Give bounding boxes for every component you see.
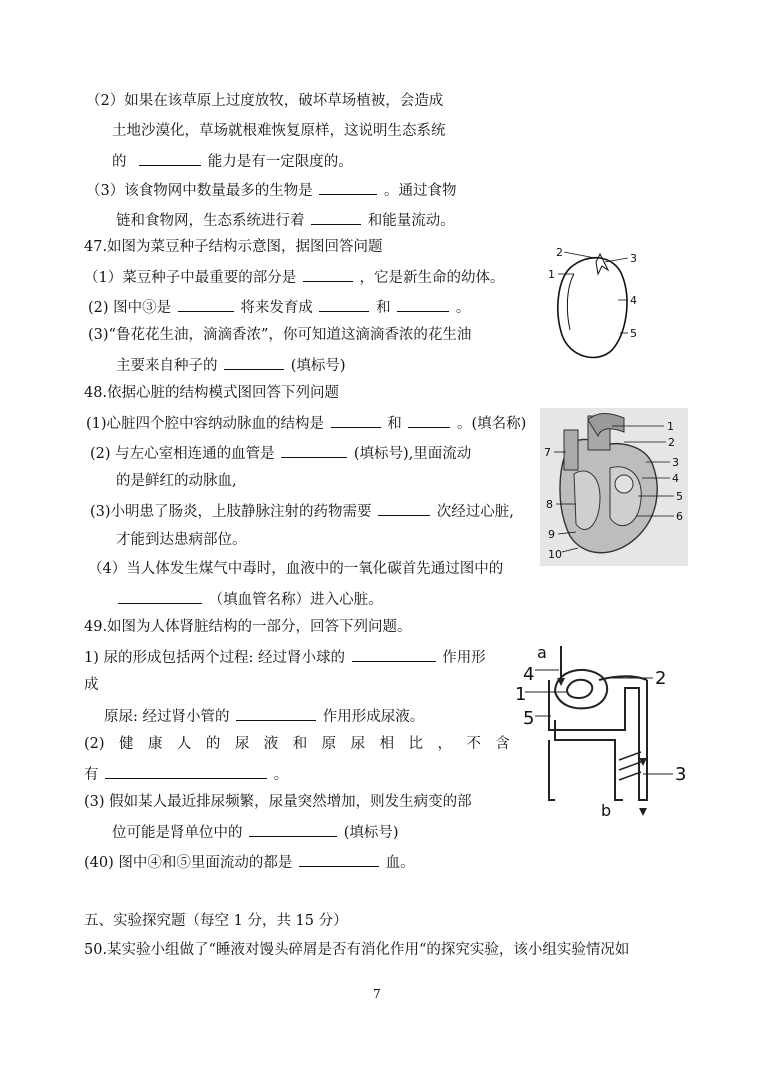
q47-s1-text-a: （1）菜豆种子中最重要的部分是 — [84, 270, 297, 286]
q46-p2-text-b: 能力是有一定限度的。 — [207, 154, 353, 170]
q49-s1c: 成 — [84, 677, 99, 693]
q49-s2-char: 和 — [292, 736, 308, 752]
heart-label-5: 5 — [676, 490, 683, 503]
q48-s3-text-b: 次经过心脏, — [436, 504, 514, 520]
q48-s3 — [90, 501, 514, 521]
answer-blank[interactable] — [236, 706, 316, 721]
answer-blank[interactable] — [311, 210, 361, 225]
q46-p3-line1 — [86, 180, 456, 200]
heart-label-1: 1 — [667, 420, 674, 433]
q48-s2 — [90, 443, 471, 463]
q46-p2-line1: （2）如果在该草原上过度放牧，破坏草场植被，会造成 — [86, 93, 444, 109]
q49-s3b-text-b: (填标号) — [343, 825, 399, 841]
answer-blank[interactable] — [319, 180, 377, 195]
q47-s2-text-c: 和 — [376, 300, 391, 316]
q48-s2-text-b: (填标号),里面流动 — [353, 446, 472, 462]
answer-blank[interactable] — [331, 413, 381, 428]
q48-s1 — [86, 413, 526, 433]
q46-p3-text-a: （3）该食物网中数量最多的生物是 — [86, 183, 313, 199]
q49-s1d-text-a: 原尿: 经过肾小管的 — [104, 709, 230, 725]
glomerulus-capsule — [555, 670, 607, 708]
q48-s4: （4）当人体发生煤气中毒时，血液中的一氧化碳首先通过图中的 — [88, 561, 504, 577]
answer-blank[interactable] — [397, 297, 449, 312]
answer-blank[interactable] — [281, 443, 347, 458]
seed-label-5: 5 — [630, 327, 637, 340]
q47-s2 — [88, 297, 470, 317]
nephron-label-2: 2 — [655, 668, 667, 689]
q49-s2-char: 比 — [408, 736, 424, 752]
q49-s1d — [104, 706, 424, 726]
bean-seed-figure — [540, 240, 650, 370]
q49-s2-char: 尿 — [350, 736, 366, 752]
q50-text: 50.某实验小组做了“睡液对馒头碎屑是否有消化作用“的探究实验，该小组实验情况如 — [84, 942, 630, 958]
answer-blank[interactable] — [299, 852, 379, 867]
q48-s2-text-a: (2) 与左心室相连通的血管是 — [90, 446, 275, 462]
heart-label-4: 4 — [672, 472, 679, 485]
q48-s3-text-a: (3)小明患了肠炎，上肢静脉注射的药物需要 — [90, 504, 372, 520]
q49-s2-char: 含 — [495, 736, 510, 752]
seed-label-1: 1 — [548, 268, 555, 281]
q47-s1-text-b: ，它是新生命的幼体。 — [359, 270, 505, 286]
q47-s2-text-d: 。 — [455, 300, 471, 316]
q49-s2-char: (2) — [84, 736, 105, 752]
q49-s4 — [84, 852, 415, 872]
nephron-label-b: b — [601, 801, 612, 820]
seed-label-3: 3 — [630, 252, 637, 265]
q46-p3-line2 — [116, 210, 455, 230]
seed-label-2: 2 — [556, 246, 563, 259]
seed-label-4: 4 — [630, 294, 637, 307]
answer-blank[interactable] — [352, 647, 436, 662]
q47-s2-text-b: 将来发育成 — [240, 300, 313, 316]
q48-title: 48.依据心脏的结构模式图回答下列问题 — [84, 385, 340, 401]
lower-tubule — [549, 740, 555, 800]
q49-s3b — [112, 822, 399, 842]
q48-s1-text-c: 。(填名称) — [456, 416, 527, 432]
seed-outline — [558, 258, 627, 358]
nephron-label-1: 1 — [515, 684, 527, 705]
answer-blank[interactable] — [319, 297, 369, 312]
q46-p2-line2: 土地沙漠化，草场就根难恢复原样，这说明生态系统 — [112, 123, 446, 139]
q46-p2-line3 — [112, 151, 353, 171]
nephron-label-3: 3 — [675, 764, 687, 785]
nephron-label-a: a — [537, 643, 547, 662]
q49-s2-char: 原 — [321, 736, 337, 752]
answer-blank[interactable] — [378, 501, 430, 516]
q48-s4b-text: （填血管名称）进入心脏。 — [208, 592, 383, 608]
q49-s2b — [84, 764, 288, 784]
q47-s1 — [84, 267, 504, 287]
q49-s2-char: 的 — [205, 736, 221, 752]
q49-s2-char: 液 — [263, 736, 279, 752]
collecting-duct — [555, 720, 623, 800]
q49-s4-text-a: (40) 图中④和⑤里面流动的都是 — [84, 855, 293, 871]
answer-blank[interactable] — [105, 764, 267, 779]
q49-s4-text-b: 血。 — [385, 855, 415, 871]
q49-s2-char: 不 — [466, 736, 481, 752]
answer-blank[interactable] — [303, 267, 353, 282]
heart-label-7: 7 — [544, 446, 551, 459]
heart-figure — [540, 408, 688, 566]
q47-s3b — [116, 355, 346, 375]
q47-s2-text-a: (2) 图中③是 — [88, 300, 172, 316]
answer-blank[interactable] — [118, 589, 202, 604]
q49-s2 — [84, 735, 510, 753]
nephron-label-4: 4 — [523, 664, 535, 685]
nephron-figure — [515, 640, 715, 822]
heart-label-3: 3 — [672, 456, 679, 469]
q49-s2-char: 健 — [119, 736, 134, 752]
q49-s2b-text-a: 有 — [84, 767, 99, 783]
q47-title: 47.如图为菜豆种子结构示意图，据图回答问题 — [84, 239, 383, 255]
glomerulus — [567, 680, 592, 698]
q49-s1d-text-b: 作用形成尿液。 — [322, 709, 425, 725]
answer-blank[interactable] — [249, 822, 337, 837]
answer-blank[interactable] — [139, 151, 201, 166]
q46-p3-text-c: 链和食物网，生态系统进行着 — [116, 213, 305, 229]
q49-s1-text-b: 作用形 — [442, 650, 486, 666]
heart-label-10: 10 — [548, 548, 562, 561]
nephron-label-5: 5 — [523, 708, 535, 729]
section-5-heading: 五、实验探究题（每空 1 分，共 15 分） — [84, 913, 348, 929]
q47-s3b-text-a: 主要来自种子的 — [116, 358, 218, 374]
q49-s1-text-a: 1) 尿的形成包括两个过程: 经过肾小球的 — [84, 650, 345, 666]
answer-blank[interactable] — [408, 413, 450, 428]
q46-p3-text-d: 和能量流动。 — [367, 213, 455, 229]
heart-label-6: 6 — [676, 510, 683, 523]
q49-s2-char: 相 — [379, 736, 395, 752]
q49-s2-char: ， — [437, 736, 452, 752]
heart-label-8: 8 — [546, 498, 553, 511]
q49-s3b-text-a: 位可能是肾单位中的 — [112, 825, 243, 841]
answer-blank[interactable] — [178, 297, 234, 312]
heart-label-2: 2 — [668, 436, 675, 449]
q49-s2-char: 尿 — [234, 736, 250, 752]
vena-cava — [564, 430, 578, 470]
q46-p2-text-a: 的 — [112, 154, 127, 170]
q49-title: 49.如图为人体肾脏结构的一部分，回答下列问题。 — [84, 619, 412, 635]
q48-s2c: 的是鲜红的动脉血, — [116, 473, 237, 489]
q47-s3b-text-b: (填标号) — [290, 358, 346, 374]
heart-label-9: 9 — [548, 528, 555, 541]
seed-inner — [567, 274, 574, 330]
q49-s2b-text-b: 。 — [273, 767, 289, 783]
q49-s2-char: 人 — [176, 736, 192, 752]
q48-s4b — [116, 589, 383, 609]
q49-s1 — [84, 647, 486, 667]
q48-s1-text-b: 和 — [387, 416, 402, 432]
q47-s3: (3)“鲁花花生油，滴滴香浓”，你可知道这滴滴香浓的花生油 — [88, 327, 472, 343]
q49-s2-char: 康 — [147, 736, 163, 752]
q48-s1-text-a: (1)心脏四个腔中容纳动脉血的结构是 — [86, 416, 325, 432]
q48-s3c: 才能到达患病部位。 — [116, 532, 247, 548]
q46-p3-text-b: 。通过食物 — [383, 183, 457, 199]
q49-s3: (3) 假如某人最近排尿频繁，尿量突然增加，则发生病变的部 — [84, 794, 472, 810]
answer-blank[interactable] — [224, 355, 284, 370]
page-number: 7 — [373, 987, 381, 1001]
